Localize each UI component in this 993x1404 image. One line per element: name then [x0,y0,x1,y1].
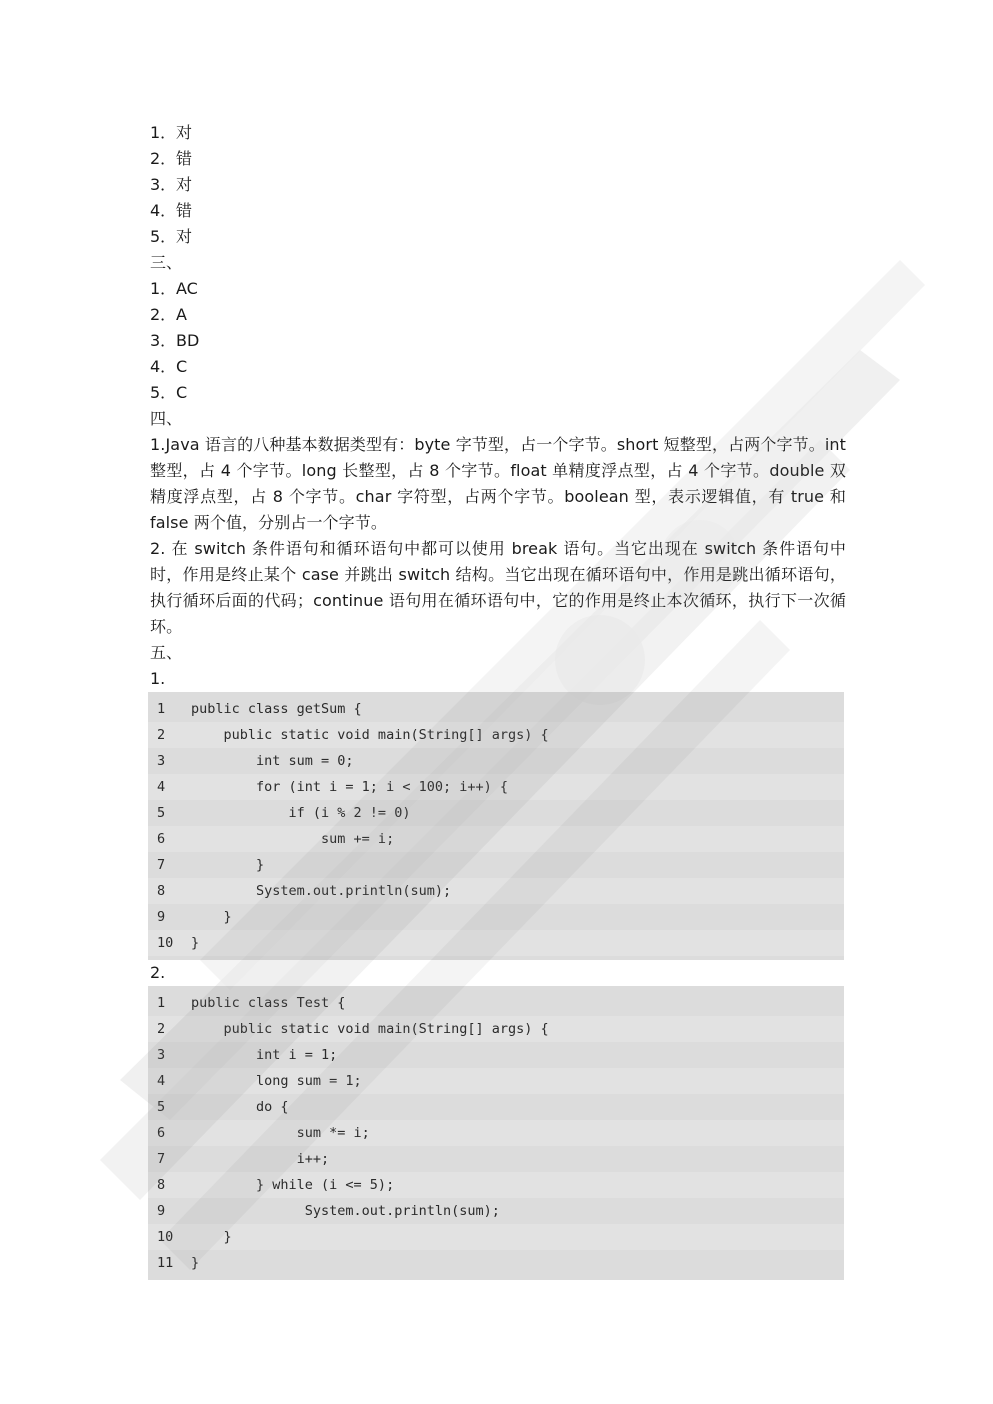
code-line [148,1224,844,1250]
section5-heading: 五、 [150,643,183,662]
line-number: 6 [157,831,166,847]
code-line [148,748,844,774]
code-text: public static void main(String[] args) { [191,1021,549,1037]
code-line [148,990,844,1016]
section2-answer-item-3 [150,172,846,198]
section3-answer-item-5 [150,380,846,406]
item-number: 4． [150,201,177,220]
code-text: i++; [191,1151,330,1167]
section3-answer-item-2 [150,302,846,328]
section4-heading: 四、 [150,409,183,428]
code-text: for (int i = 1; i < 100; i++) { [191,779,508,795]
item-answer: 对 [176,227,193,246]
item-answer: 对 [176,123,193,142]
code-line [148,1120,844,1146]
item-number: 3． [150,175,177,194]
line-number: 10 [157,1229,174,1245]
code-text: sum += i; [191,831,395,847]
code-text: sum *= i; [191,1125,370,1141]
line-number: 3 [157,753,166,769]
item-answer: A [176,305,187,324]
section4-answer-1: 1.Java 语言的八种基本数据类型有：byte 字节型，占一个字节。short 短整型，占两个字节。int 整型，占 4 个字节。long 长整型，占 8 个字节。float 单精度浮点型，占 4 个字节。double 双精度浮点型，占 8 个字节。char 字符型，占两个字节。boolean 型，表示逻辑值，有 true 和 false 两个值，分别占一个字节。 [150,435,846,532]
code-line [148,696,844,722]
item-number: 4． [150,357,177,376]
code1-label: 1. [150,669,166,688]
code-text: public static void main(String[] args) { [191,727,549,743]
code-line [148,1094,844,1120]
code-line [148,800,844,826]
section2-answer-item-1 [150,120,846,146]
code-text: } [191,857,265,873]
section3-answer-item-3 [150,328,846,354]
code-text: long sum = 1; [191,1073,362,1089]
item-answer: AC [176,279,198,298]
line-number: 9 [157,909,166,925]
answer-document [150,120,846,1280]
code-text: if (i % 2 != 0) [191,805,411,821]
item-number: 5． [150,227,177,246]
line-number: 11 [157,1255,174,1271]
item-answer: C [176,357,188,376]
code-text: System.out.println(sum); [191,883,452,899]
item-number: 2． [150,305,177,324]
code-block-getsum [148,692,844,960]
code-line [148,1198,844,1224]
line-number: 8 [157,883,166,899]
code-text: } while (i <= 5); [191,1177,395,1193]
section2-answer-item-4 [150,198,846,224]
code-line [148,826,844,852]
line-number: 7 [157,1151,166,1167]
item-number: 3． [150,331,177,350]
code-text: int sum = 0; [191,753,354,769]
code-text: public class Test { [191,995,346,1011]
section3-answer-list [150,276,846,406]
code-text: } [191,1229,232,1245]
code2-label: 2. [150,963,166,982]
code-line [148,722,844,748]
code-line [148,904,844,930]
code-text: } [191,935,200,951]
code-line [148,1016,844,1042]
line-number: 3 [157,1047,166,1063]
line-number: 4 [157,1073,166,1089]
code-line [148,774,844,800]
item-number: 5． [150,383,177,402]
item-answer: BD [176,331,200,350]
line-number: 6 [157,1125,166,1141]
code-text: int i = 1; [191,1047,338,1063]
code-text: System.out.println(sum); [191,1203,500,1219]
code-line [148,1068,844,1094]
item-number: 1． [150,279,177,298]
section3-answer-item-1 [150,276,846,302]
line-number: 2 [157,1021,166,1037]
code-line [148,1250,844,1276]
code-line [148,878,844,904]
item-answer: 错 [176,149,193,168]
code-text: do { [191,1099,289,1115]
section4-answer-2: 2. 在 switch 条件语句和循环语句中都可以使用 break 语句。当它出现在 switch 条件语句中时，作用是终止某个 case 并跳出 switch 结构。当它出现在循环语句中，作用是跳出循环语句，执行循环后面的代码；continue 语句用在循环语句中，它的作用是终止本次循环，执行下一次循环。 [150,539,846,636]
section2-answer-item-5 [150,224,846,250]
section2-answer-list [150,120,846,250]
code-text: } [191,909,232,925]
line-number: 8 [157,1177,166,1193]
line-number: 10 [157,935,174,951]
line-number: 9 [157,1203,166,1219]
code-line [148,1042,844,1068]
code-line [148,930,844,956]
line-number: 1 [157,701,166,717]
code-line [148,852,844,878]
code-text: } [191,1255,200,1271]
code-text: public class getSum { [191,701,362,717]
code-line [148,1172,844,1198]
section2-answer-item-2 [150,146,846,172]
section3-heading: 三、 [150,253,183,272]
line-number: 5 [157,805,166,821]
item-answer: 错 [176,201,193,220]
line-number: 5 [157,1099,166,1115]
item-answer: 对 [176,175,193,194]
line-number: 2 [157,727,166,743]
section3-answer-item-4 [150,354,846,380]
line-number: 7 [157,857,166,873]
item-number: 1． [150,123,177,142]
item-answer: C [176,383,188,402]
code-line [148,1146,844,1172]
line-number: 1 [157,995,166,1011]
code-block-test [148,986,844,1280]
item-number: 2． [150,149,177,168]
line-number: 4 [157,779,166,795]
